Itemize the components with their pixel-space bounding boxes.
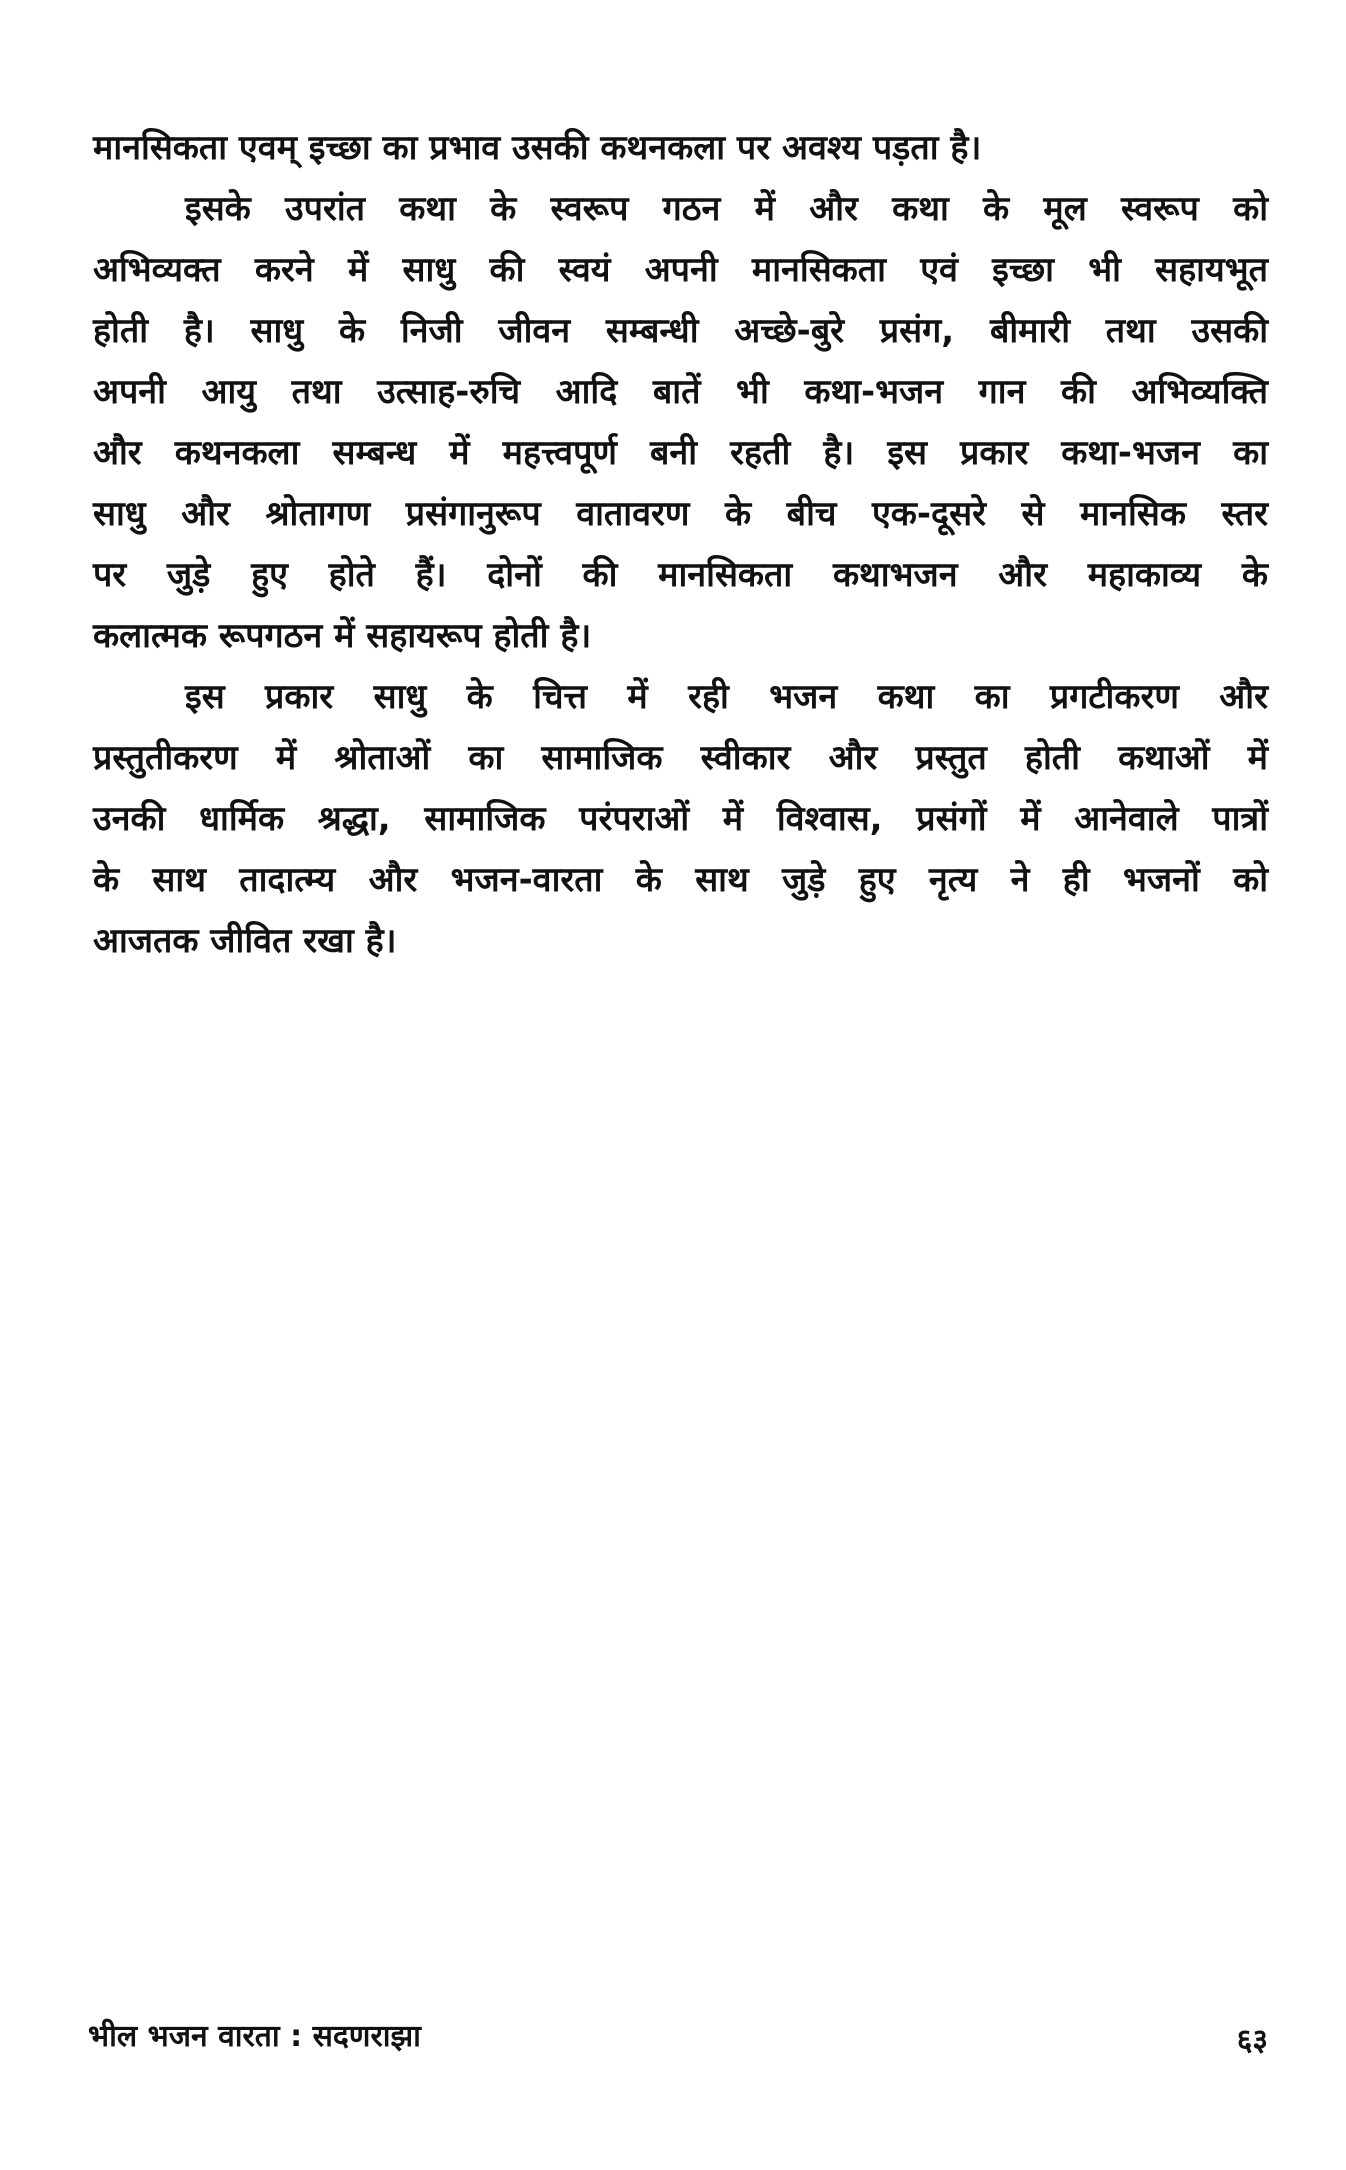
- text-line: मानसिकता एवम् इच्छा का प्रभाव उसकी कथनकला पर अवश्य पड़ता है।: [93, 128, 982, 168]
- page-footer: [88, 2014, 1268, 2064]
- text-line: और कथनकला सम्बन्ध में महत्त्वपूर्ण बनी रहती है। इस प्रकार कथा-भजन का: [93, 433, 1268, 473]
- text-line: प्रस्तुतीकरण में श्रोताओं का सामाजिक स्वीकार और प्रस्तुत होती कथाओं में: [93, 738, 1268, 778]
- text-line: उनकी धार्मिक श्रद्धा, सामाजिक परंपराओं में विश्वास, प्रसंगों में आनेवाले पात्रों: [93, 799, 1268, 839]
- text-line: अभिव्यक्त करने में साधु की स्वयं अपनी मानसिकता एवं इच्छा भी सहायभूत: [93, 250, 1268, 290]
- text-line: होती है। साधु के निजी जीवन सम्बन्धी अच्छे-बुरे प्रसंग, बीमारी तथा उसकी: [93, 311, 1268, 351]
- body-text: [93, 118, 1268, 972]
- paragraph-end-line: आजतक जीवित रखा है।: [93, 921, 397, 961]
- text-line: साधु और श्रोतागण प्रसंगानुरूप वातावरण के बीच एक-दूसरे से मानसिक स्तर: [93, 494, 1268, 534]
- paragraph-end-line: कलात्मक रूपगठन में सहायरूप होती है।: [93, 616, 592, 656]
- text-line: पर जुड़े हुए होते हैं। दोनों की मानसिकता कथाभजन और महाकाव्य के: [93, 555, 1268, 595]
- text-line: के साथ तादात्म्य और भजन-वारता के साथ जुड़े हुए नृत्य ने ही भजनों को: [93, 860, 1268, 900]
- paragraph-start-line: इस प्रकार साधु के चित्त में रही भजन कथा का प्रगटीकरण और: [185, 677, 1268, 717]
- book-title: भील भजन वारता : सदणराझा: [88, 2019, 421, 2054]
- text-line: अपनी आयु तथा उत्साह-रुचि आदि बातें भी कथा-भजन गान की अभिव्यक्ति: [93, 372, 1268, 412]
- paragraph-start-line: इसके उपरांत कथा के स्वरूप गठन में और कथा के मूल स्वरूप को: [185, 189, 1268, 229]
- page-number: ६३: [1236, 2023, 1268, 2058]
